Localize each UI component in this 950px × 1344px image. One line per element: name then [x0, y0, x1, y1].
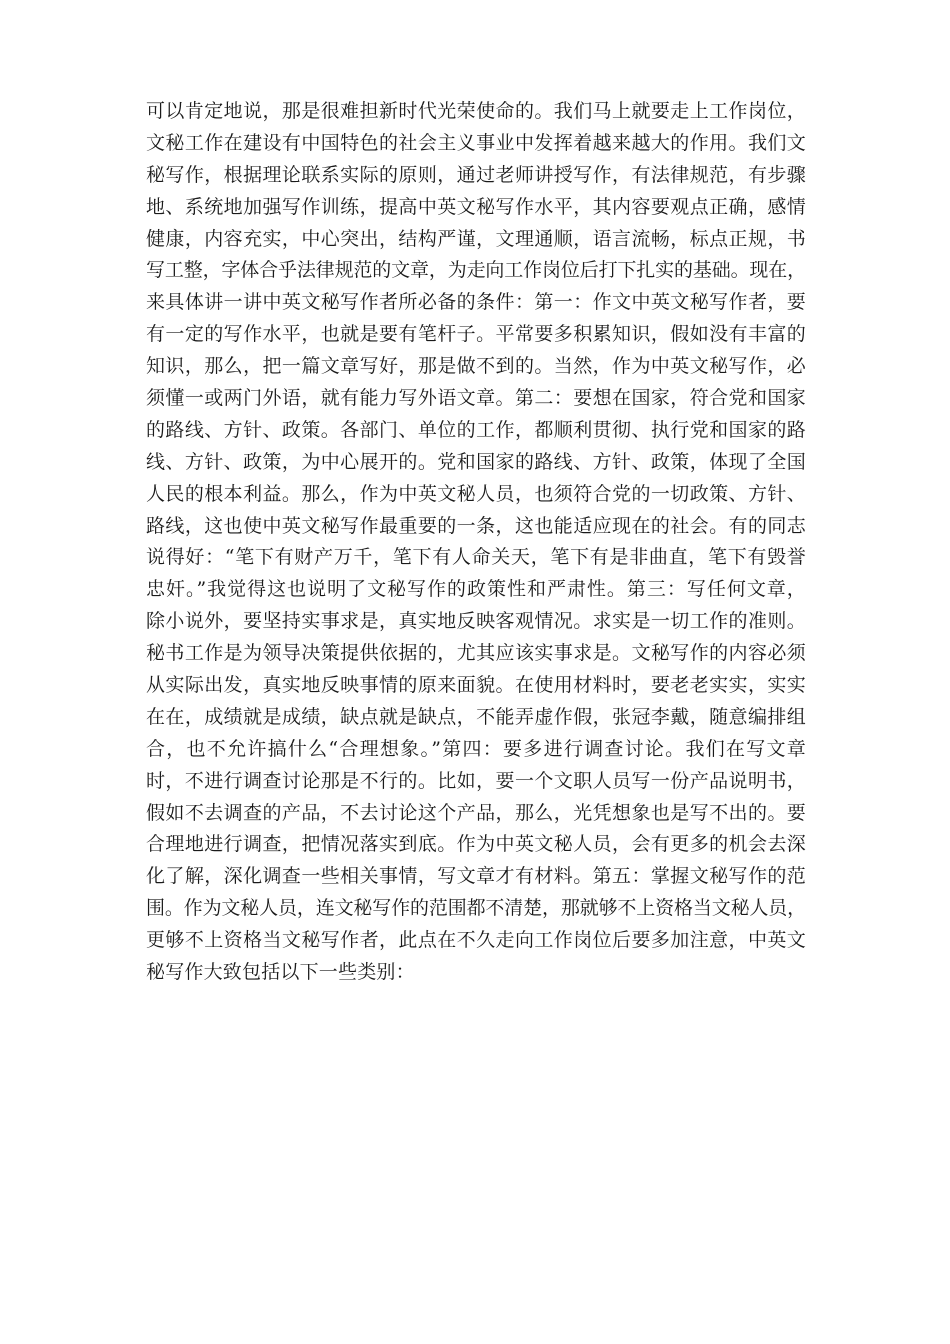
text-line: 秘书工作是为领导决策提供依据的，尤其应该实事求是。文秘写作的内容必须	[146, 642, 806, 665]
text-line: 来具体讲一讲中英文秘写作者所必备的条件：第一：作文中英文秘写作者，要	[146, 291, 806, 314]
text-line: 在在，成绩就是成绩，缺点就是缺点，不能弄虚作假，张冠李戴，随意编排组	[146, 705, 806, 728]
text-line: 忠奸。”我觉得这也说明了文秘写作的政策性和严肃性。第三：写任何文章，	[146, 578, 806, 601]
text-line: 路线，这也使中英文秘写作最重要的一条，这也能适应现在的社会。有的同志	[146, 514, 806, 537]
text-line: 围。作为文秘人员，连文秘写作的范围都不清楚，那就够不上资格当文秘人员，	[146, 897, 807, 920]
text-line: 从实际出发，真实地反映事情的原来面貌。在使用材料时，要老老实实，实实	[146, 674, 806, 697]
text-line: 更够不上资格当文秘写作者，此点在不久走向工作岗位后要多加注意，中英文	[146, 929, 806, 952]
text-line: 假如不去调查的产品，不去讨论这个产品，那么，光凭想象也是写不出的。要	[146, 801, 806, 824]
text-line: 须懂一或两门外语，就有能力写外语文章。第二：要想在国家，符合党和国家	[146, 387, 806, 410]
text-line: 写工整，字体合乎法律规范的文章，为走向工作岗位后打下扎实的基础。现在，	[146, 259, 807, 282]
text-line: 线、方针、政策，为中心展开的。党和国家的路线、方针、政策，体现了全国	[146, 450, 806, 473]
text-line: 合理地进行调查，把情况落实到底。作为中英文秘人员，会有更多的机会去深	[146, 833, 806, 856]
text-line: 文秘工作在建设有中国特色的社会主义事业中发挥着越来越大的作用。我们文	[146, 131, 806, 154]
text-line: 地、系统地加强写作训练，提高中英文秘写作水平，其内容要观点正确，感情	[146, 195, 806, 218]
text-line: 的路线、方针、政策。各部门、单位的工作，都顺利贯彻、执行党和国家的路	[146, 418, 806, 441]
text-line: 人民的根本利益。那么，作为中英文秘人员，也须符合党的一切政策、方针、	[146, 482, 806, 505]
text-line: 秘写作大致包括以下一些类别：	[146, 961, 415, 984]
text-line: 除小说外，要坚持实事求是，真实地反映客观情况。求实是一切工作的准则。	[146, 610, 806, 633]
text-line: 说得好：“笔下有财产万千，笔下有人命关天，笔下有是非曲直，笔下有毁誉	[146, 546, 806, 569]
body-paragraph	[146, 96, 806, 989]
text-line: 知识，那么，把一篇文章写好，那是做不到的。当然，作为中英文秘写作，必	[146, 355, 806, 378]
text-line: 健康，内容充实，中心突出，结构严谨，文理通顺，语言流畅，标点正规，书	[146, 227, 806, 250]
text-line: 合，也不允许搞什么“合理想象。”第四：要多进行调查讨论。我们在写文章	[146, 737, 806, 760]
text-line: 有一定的写作水平，也就是要有笔杆子。平常要多积累知识，假如没有丰富的	[146, 323, 806, 346]
text-line: 时，不进行调查讨论那是不行的。比如，要一个文职人员写一份产品说明书，	[146, 769, 806, 792]
text-line: 可以肯定地说，那是很难担新时代光荣使命的。我们马上就要走上工作岗位，	[146, 100, 806, 122]
text-line: 秘写作，根据理论联系实际的原则，通过老师讲授写作，有法律规范，有步骤	[146, 163, 806, 186]
text-line: 化了解，深化调查一些相关事情，写文章才有材料。第五：掌握文秘写作的范	[146, 865, 806, 888]
